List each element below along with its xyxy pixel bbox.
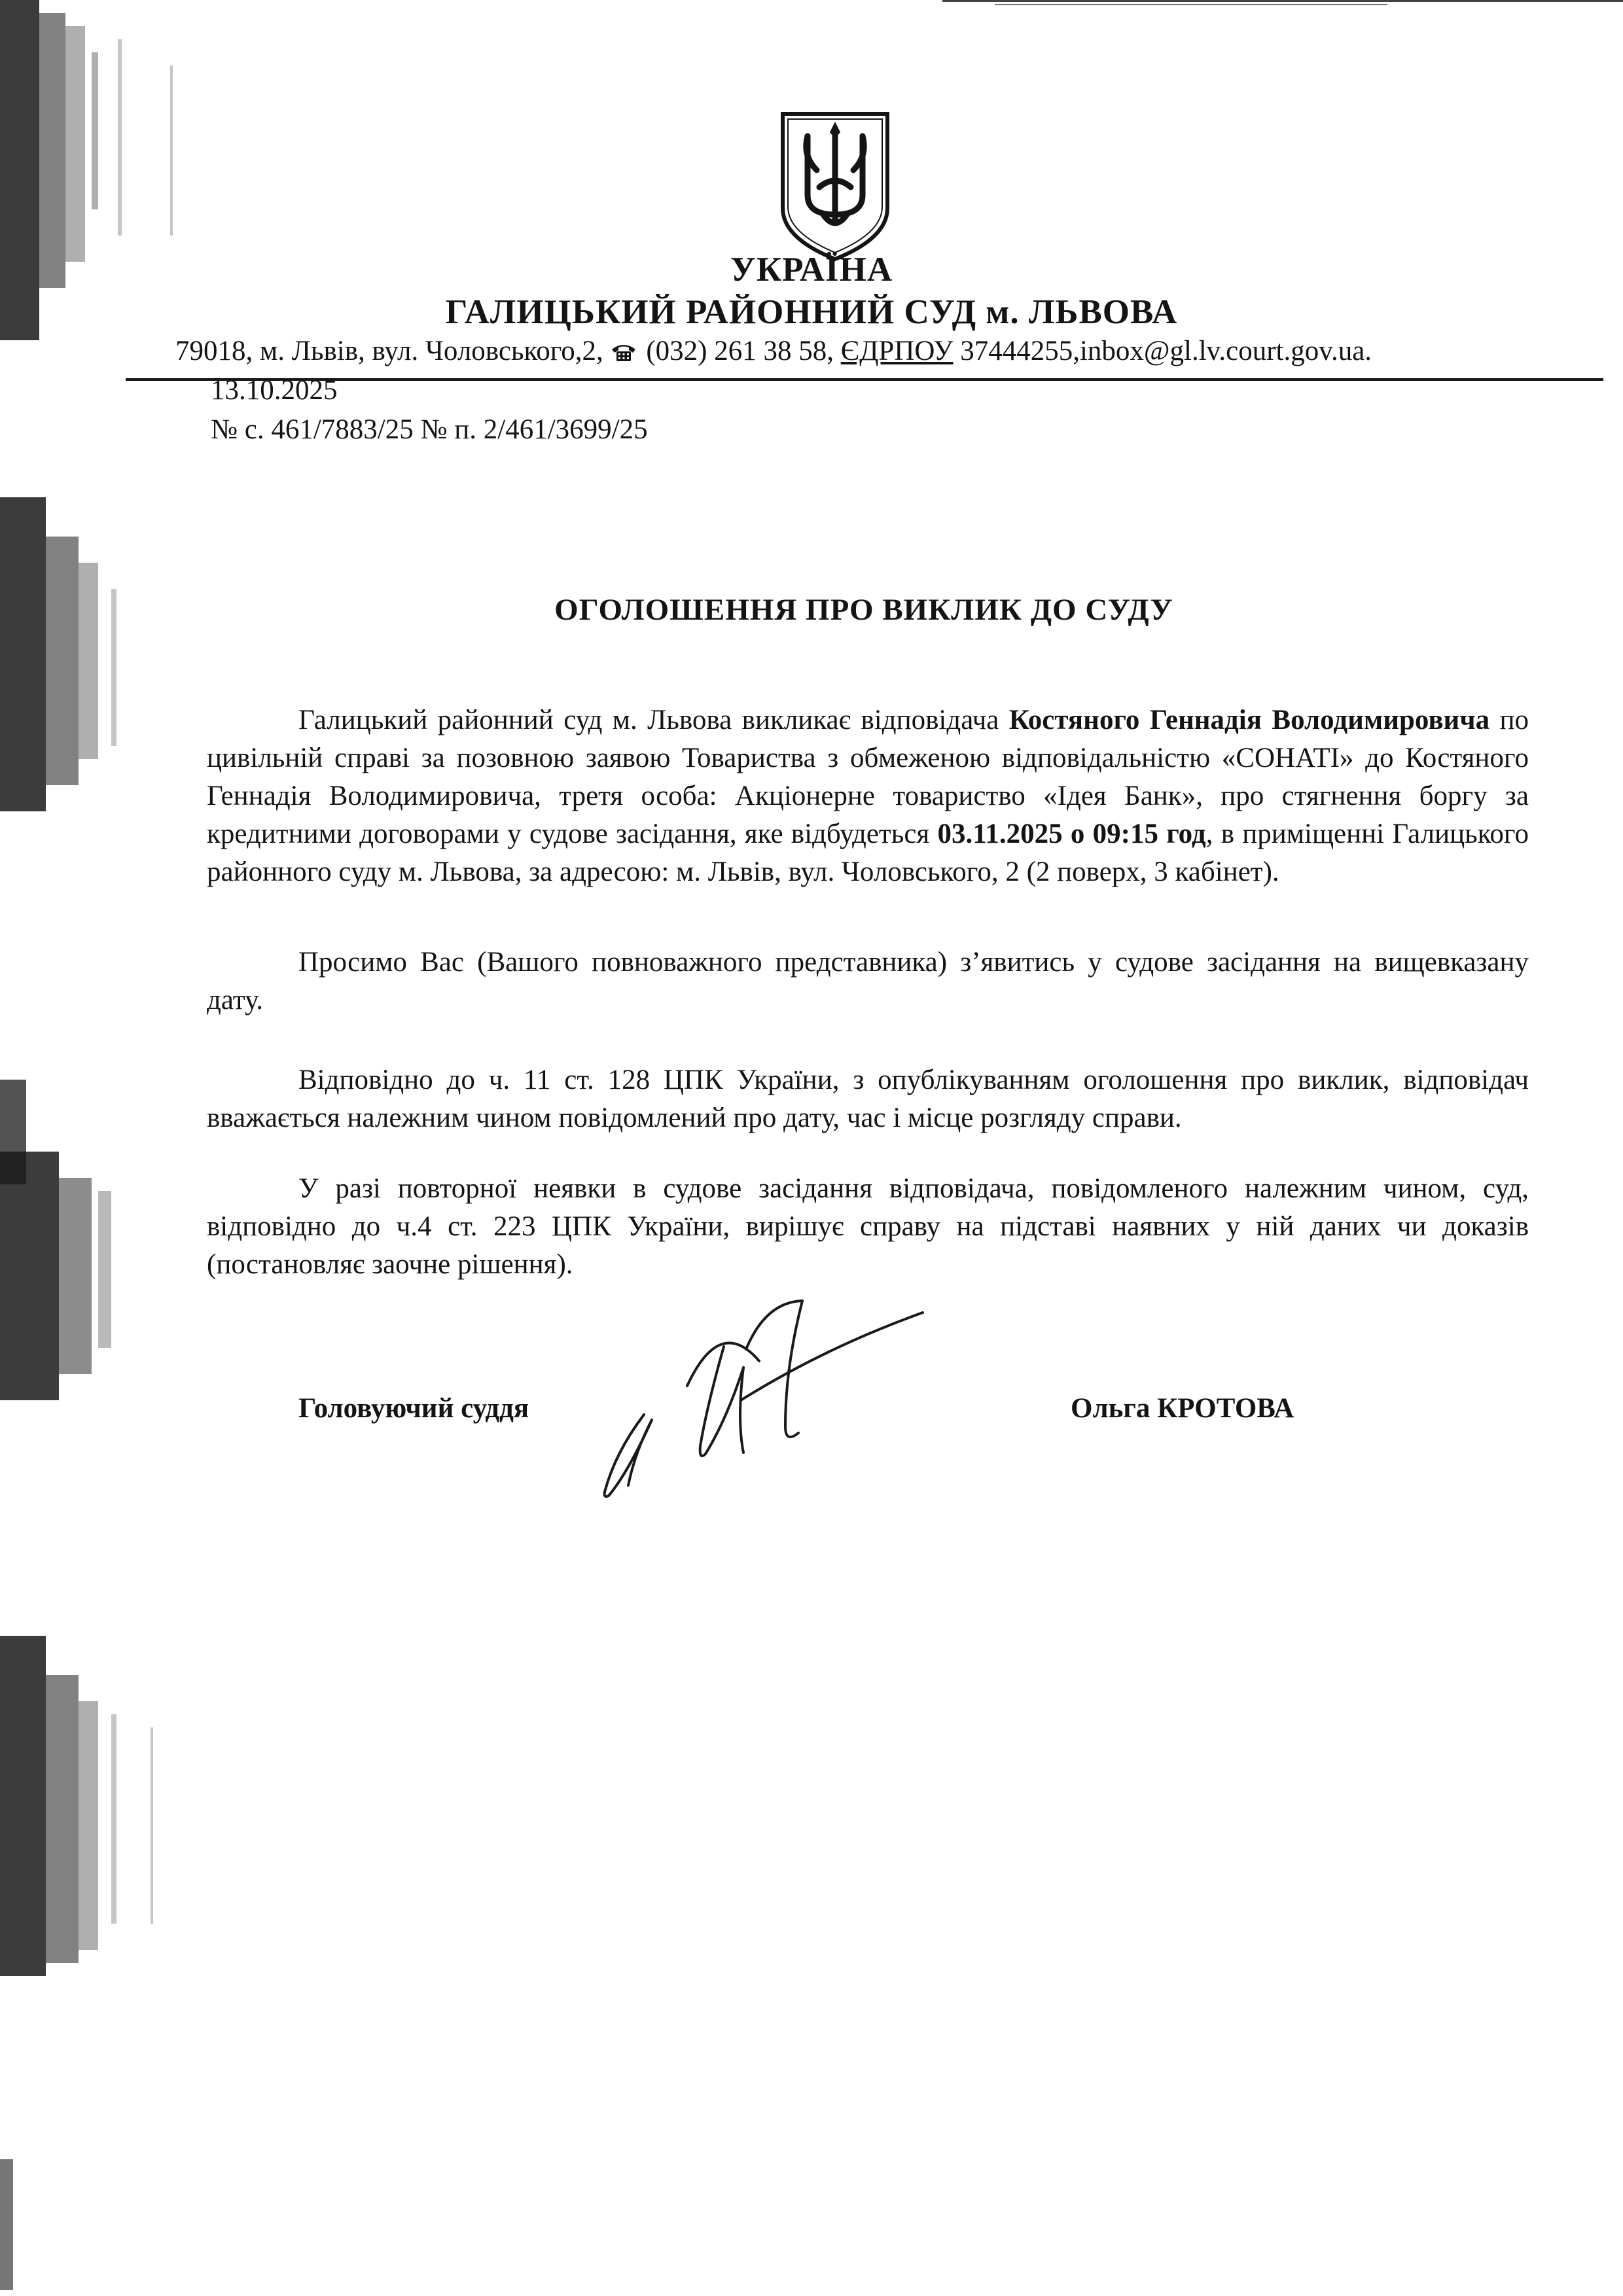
court-name-heading: ГАЛИЦЬКИЙ РАЙОННИЙ СУД м. ЛЬВОВА bbox=[445, 293, 1178, 331]
trident-icon bbox=[776, 110, 894, 263]
p1-text-3: , в приміщенні Галицького районного суду м. Львова, за адресою: м. Львів, вул. Чоловського, 2 (2 поверх, 3 кабінет). bbox=[207, 819, 1529, 887]
court-phone: (032) 261 38 58, bbox=[646, 336, 834, 366]
p4-text: У разі повторної неявки в судове засідання відповідача, повідомленого належним чином, суд, відповідно до ч.4 ст. 223 ЦПК України, вирішує справу на підставі наявних у ній даних чи доказів (постановляє заочне рішення). bbox=[207, 1173, 1529, 1280]
court-contacts bbox=[175, 335, 1602, 367]
case-number: № с. 461/7883/25 № п. 2/461/3699/25 bbox=[211, 414, 648, 445]
edrpou-label: ЄДРПОУ bbox=[840, 336, 954, 366]
p1-text-1: Галицький районний суд м. Львова викликає відповідача bbox=[298, 705, 1009, 735]
handwritten-signature bbox=[589, 1289, 942, 1511]
paragraph-summons bbox=[207, 701, 1529, 891]
header-divider bbox=[126, 378, 1603, 381]
hearing-datetime: 03.11.2025 о 09:15 год bbox=[937, 819, 1206, 849]
document-date: 13.10.2025 bbox=[211, 375, 338, 406]
scan-edge-artifact bbox=[0, 0, 196, 2296]
paragraph-legal-basis bbox=[207, 1061, 1529, 1137]
edrpou-email: 37444255,inbox@gl.lv.court.gov.ua. bbox=[960, 336, 1372, 366]
judge-title: Головуючий суддя bbox=[298, 1393, 529, 1424]
judge-name: Ольга КРОТОВА bbox=[1071, 1393, 1294, 1424]
court-address: 79018, м. Львів, вул. Чоловського,2, bbox=[175, 336, 603, 366]
p3-text: Відповідно до ч. 11 ст. 128 ЦПК України, з опублікуванням оголошення про виклик, відповідач вважається належним чином повідомлений про дату, час і місце розгляду справи. bbox=[207, 1065, 1529, 1133]
document-title: ОГОЛОШЕННЯ ПРО ВИКЛИК ДО СУДУ bbox=[554, 593, 1173, 627]
scan-top-artifact bbox=[942, 0, 1623, 39]
paragraph-absence bbox=[207, 1170, 1529, 1284]
defendant-name: Костяного Геннадія Володимировича bbox=[1008, 705, 1490, 735]
paragraph-request bbox=[207, 944, 1529, 1019]
country-heading: УКРАЇНА bbox=[730, 251, 893, 289]
telephone-icon bbox=[611, 342, 637, 362]
p1-text-2: по цивільній справі за позовною заявою Товариства з обмеженою відповідальністю «СОНАТІ» до Костяного Геннадія Володимировича, третя особа: Акціонерне товариство «Ідея Банк», про стягнення боргу за кредитними договорами у судове засідання, яке відбудеться bbox=[207, 705, 1529, 849]
p2-text: Просимо Вас (Вашого повноважного представника) з’явитись у судове засідання на вищевказану дату. bbox=[207, 947, 1529, 1016]
